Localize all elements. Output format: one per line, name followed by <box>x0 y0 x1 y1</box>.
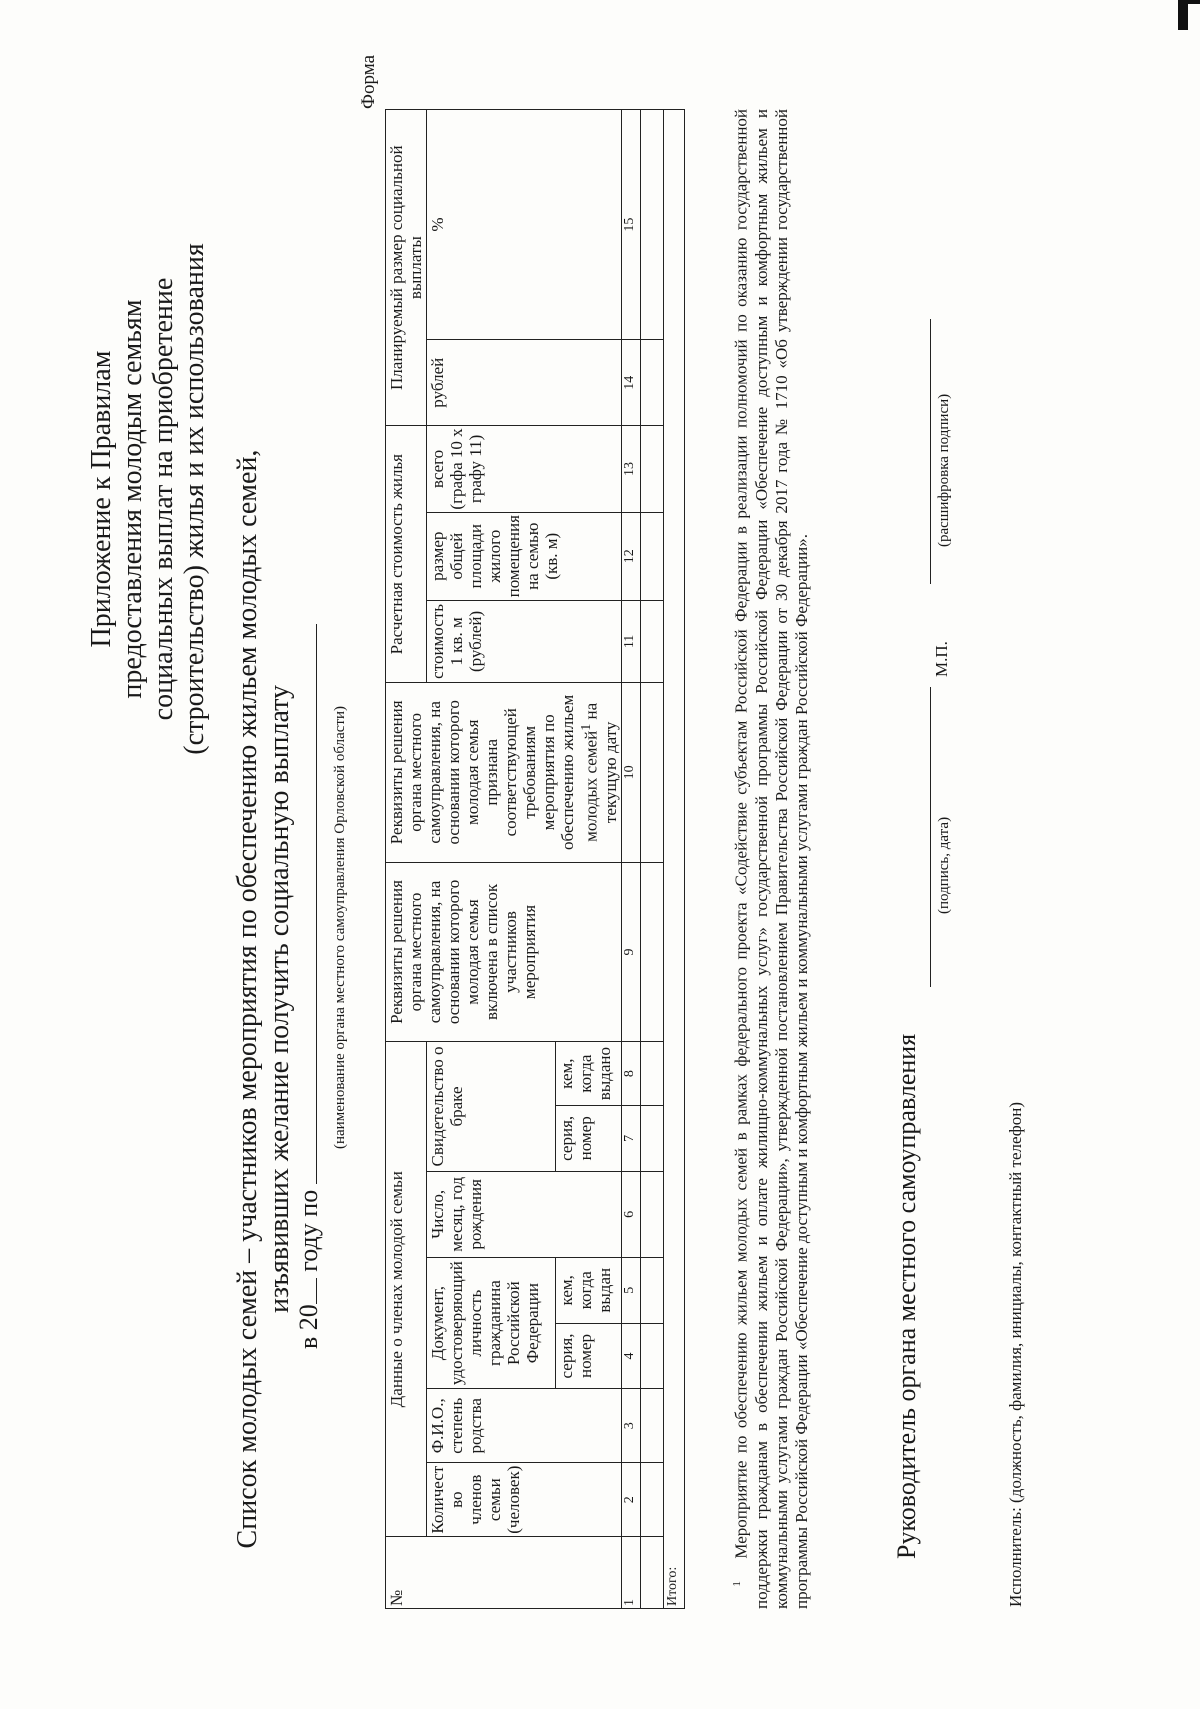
table-cell <box>640 1537 663 1609</box>
executor-line: Исполнитель: (должность, фамилия, инициалы, контактный телефон) <box>1006 1101 1025 1607</box>
appendix-line: Приложение к Правилам <box>86 350 117 648</box>
year-suffix: году по <box>294 1189 323 1272</box>
column-number: 3 <box>621 1389 640 1463</box>
header-decision-inclusion: Реквизиты решения органа местного самоуправления, на основании которого молодая семья включена в список участников мероприятия <box>386 862 622 1042</box>
header-total: всего (графа 10 x графу 11) <box>427 426 622 512</box>
document-title <box>232 449 296 1549</box>
table-cell <box>640 1463 663 1537</box>
title-line-2: изъявивших желание получить социальную выплату <box>264 684 295 1314</box>
header-marriage-issued-by: кем, когда выдано <box>555 1042 621 1106</box>
header-family-group: Данные о членах молодой семьи <box>386 1042 427 1537</box>
column-number: 14 <box>621 340 640 426</box>
header-marriage-series-number: серия, номер <box>555 1105 621 1171</box>
families-table <box>385 109 685 1609</box>
appendix-heading <box>86 69 210 929</box>
org-name-caption: (наименование органа местного самоуправления Орловской области) <box>332 706 348 1149</box>
header-cost-group: Расчетная стоимость жилья <box>386 426 427 683</box>
header-fio: Ф.И.О., степень родства <box>427 1389 622 1463</box>
form-label: Форма <box>358 54 379 109</box>
column-number: 6 <box>621 1171 640 1257</box>
table-cell <box>640 862 663 1042</box>
header-area: размер общей площади жилого помещения на семью (кв. м) <box>427 512 622 600</box>
header-percent: % <box>427 110 622 340</box>
appendix-line: (строительство) жилья и их использования <box>179 243 210 755</box>
appendix-line: социальных выплат на приобретение <box>148 277 179 721</box>
header-marriage-certificate: Свидетельство о браке <box>427 1042 556 1171</box>
column-number: 7 <box>621 1105 640 1171</box>
column-number: 5 <box>621 1257 640 1323</box>
table-cell <box>640 1389 663 1463</box>
header-payment-group: Планируемый размер социальной выплаты <box>386 110 427 426</box>
signature-caption: (подпись, дата) <box>936 816 952 914</box>
header-rubles: рублей <box>427 340 622 426</box>
column-number: 15 <box>621 110 640 340</box>
year-prefix: в 20 <box>294 1304 323 1349</box>
org-name-blank-field <box>296 624 317 1184</box>
appendix-line: предоставления молодым семьям <box>117 299 148 699</box>
header-number: № <box>386 1537 622 1609</box>
header-id-issued-by: кем, когда выдан <box>555 1257 621 1323</box>
column-number: 4 <box>621 1323 640 1389</box>
footnote-mark: 1 <box>731 1581 743 1587</box>
table-cell <box>640 512 663 600</box>
header-birth-date: Число, месяц, год рождения <box>427 1171 622 1257</box>
year-blank-field <box>296 1278 317 1304</box>
header-cost-per-sqm: стоимость 1 кв. м (рублей) <box>427 600 622 682</box>
column-number: 12 <box>621 512 640 600</box>
column-number: 2 <box>621 1463 640 1537</box>
header-id-document: Документ, удостоверяющий личность гражданина Российской Федерации <box>427 1257 556 1388</box>
table-cell <box>640 1257 663 1323</box>
column-number: 13 <box>621 426 640 512</box>
table-cell <box>640 1171 663 1257</box>
seal-place-label: М.П. <box>932 641 951 677</box>
head-title: Руководитель органа местного самоуправления <box>892 1033 921 1559</box>
column-number: 1 <box>621 1537 640 1609</box>
header-members-count: Количество членов семьи (человек) <box>427 1463 622 1537</box>
total-label: Итого: <box>663 110 684 1609</box>
column-numbers-row <box>621 110 640 1609</box>
table-cell <box>640 1042 663 1106</box>
table-cell <box>640 340 663 426</box>
column-number: 9 <box>621 862 640 1042</box>
table-cell <box>640 1105 663 1171</box>
decoding-caption: (расшифровка подписи) <box>936 393 952 547</box>
total-row <box>663 110 684 1609</box>
signature-line <box>930 687 931 987</box>
footnote <box>727 109 812 1609</box>
table-cell <box>640 682 663 862</box>
footnote-text: Мероприятие по обеспечению жильем молодых семей в рамках федерального проекта «Содействие субъектам Российской Федерации в реализации полномочий по оказанию государственной поддержки гражданам в обеспечении жильем и оплате жилищно-коммунальных услуг» государственной программы Российской Федерации «Обеспечение доступным и комфортным жильем и коммунальными услугами граждан Российской Федерации», утвержденной постановлением Правительства Российской Федерации от 30 декабря 2017 года № 1710 «Об утверждении государственной программы Российской Федерации «Обеспечение доступным и комфортным жильем и коммунальными услугами граждан Российской Федерации». <box>731 108 811 1609</box>
table-cell <box>640 1323 663 1389</box>
title-line-1: Список молодых семей – участников мероприятия по обеспечению жильем молодых семей, <box>232 449 263 1549</box>
header-id-series-number: серия, номер <box>555 1323 621 1389</box>
column-number: 11 <box>621 600 640 682</box>
table-cell <box>640 600 663 682</box>
year-line <box>294 624 324 1349</box>
decoding-line <box>930 319 931 584</box>
column-number: 8 <box>621 1042 640 1106</box>
table-cell <box>640 426 663 512</box>
header-decision-recognition: Реквизиты решения органа местного самоуправления, на основании которого молодая семья признана соответствующей требованиям мероприятия по обеспечению жильем молодых семей$^1$ на текущую дату <box>386 682 622 862</box>
table-cell <box>640 110 663 340</box>
column-number: 10 <box>621 682 640 862</box>
table-row <box>640 110 663 1609</box>
